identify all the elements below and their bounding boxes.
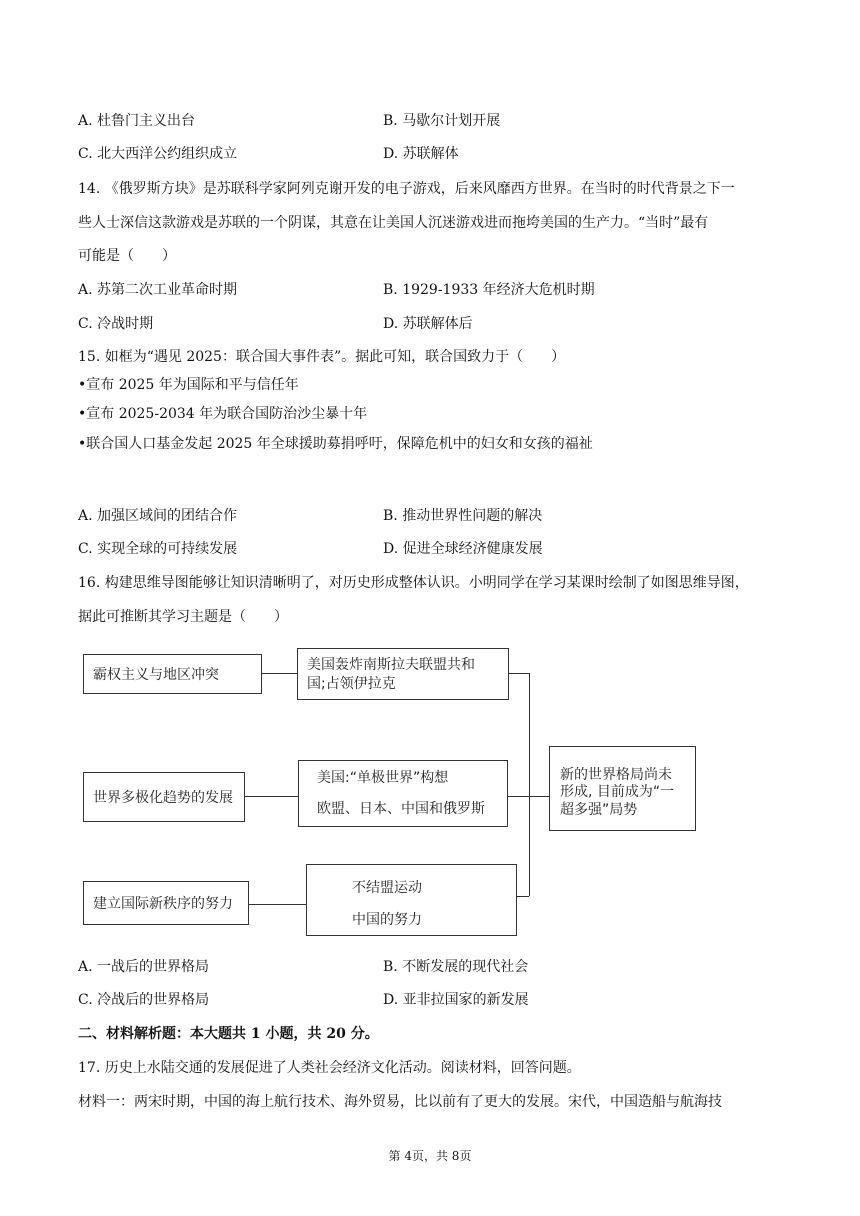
q15-stem: 15. 如框为“遇见 2025：联合国大事件表”。据此可知，联合国致力于（ ） [78,349,566,365]
connector-1b [507,673,529,674]
q13-option-c: C. 北大西洋公约组织成立 [78,146,238,162]
q14-stem-line1: 14. 《俄罗斯方块》是苏联科学家阿列克谢开发的电子游戏，后来风靡西方世界。在当时的时代背景之下一 [78,181,735,197]
page-footer: 第 4页，共 8页 [388,1149,472,1163]
topic-multipolar-label: 世界多极化趋势的发展 [93,790,233,806]
topic-hegemonism-box [83,654,262,694]
connector-trunk [529,673,530,896]
q17-material-1: 材料一：两宋时期，中国的海上航行技术、海外贸易，比以前有了更大的发展。宋代，中国造船与航海技 [78,1094,722,1110]
topic-new-order-label: 建立国际新秩序的努力 [93,896,233,912]
q16-stem-line1: 16. 构建思维导图能够让知识清晰明了，对历史形成整体认识。小明同学在学习某课时绘制了如图思维导图， [78,575,749,591]
q15-option-d: D. 促进全球经济健康发展 [383,541,543,557]
conclusion-line2: 形成, 目前成为“一 [560,784,675,800]
q16-option-c: C. 冷战后的世界格局 [78,992,210,1008]
conclusion-box [549,746,696,831]
topic-new-order-box [83,881,249,925]
topic-hegemonism-label: 霸权主义与地区冲突 [93,667,219,683]
q15-option-a: A. 加强区域间的团结合作 [78,508,238,524]
q16-option-d: D. 亚非拉国家的新发展 [383,992,529,1008]
q16-option-a: A. 一战后的世界格局 [78,959,210,975]
topic-multipolar-box [83,772,245,822]
q14-stem-line2: 些人士深信这款游戏是苏联的一个阴谋，其意在让美国人沉迷游戏进而拖垮美国的生产力。“当时”最有 [78,215,709,231]
q14-option-a: A. 苏第二次工业革命时期 [78,282,238,298]
detail-conflict-line2: 国;占领伊拉克 [307,676,396,692]
q15-bullet-2: •宣布 2025-2034 年为联合国防治沙尘暴十年 [78,406,368,422]
q15-option-c: C. 实现全球的可持续发展 [78,541,238,557]
q14-option-d: D. 苏联解体后 [383,316,473,332]
detail-multipolar-box [298,760,508,827]
q17-stem: 17. 历史上水陆交通的发展促进了人类社会经济文化活动。阅读材料，回答问题。 [78,1060,581,1076]
q13-option-b: B. 马歇尔计划开展 [383,113,501,129]
section-2-heading: 二、材料解析题：本大题共 1 小题，共 20 分。 [78,1026,379,1042]
detail-multipolar-line2: 欧盟、日本、中国和俄罗斯 [317,801,485,817]
q15-bullet-1: •宣布 2025 年为国际和平与信任年 [78,377,299,393]
q13-option-d: D. 苏联解体 [383,146,459,162]
q16-stem-line2: 据此可推断其学习主题是（ ） [78,609,288,625]
q15-bullet-3: •联合国人口基金发起 2025 年全球援助募捐呼吁，保障危机中的妇女和女孩的福祉 [78,436,593,452]
q14-option-c: C. 冷战时期 [78,316,154,332]
connector-3b [515,896,529,897]
detail-new-order-line1: 不结盟运动 [352,880,422,896]
detail-new-order-line2: 中国的努力 [352,912,422,928]
connector-3 [247,904,306,905]
detail-new-order-box [306,864,517,936]
q13-option-a: A. 杜鲁门主义出台 [78,113,196,129]
detail-conflict-line1: 美国轰炸南斯拉夫联盟共和 [307,657,475,673]
conclusion-line3: 超多强”局势 [560,802,638,818]
conclusion-line1: 新的世界格局尚未 [560,767,672,783]
q14-option-b: B. 1929-1933 年经济大危机时期 [383,282,595,298]
q16-option-b: B. 不断发展的现代社会 [383,959,529,975]
q15-option-b: B. 推动世界性问题的解决 [383,508,543,524]
detail-conflict-box [297,648,509,700]
connector-1 [260,673,297,674]
detail-multipolar-line1: 美国:“单极世界”构想 [317,770,449,786]
q14-stem-line3: 可能是（ ） [78,248,176,264]
